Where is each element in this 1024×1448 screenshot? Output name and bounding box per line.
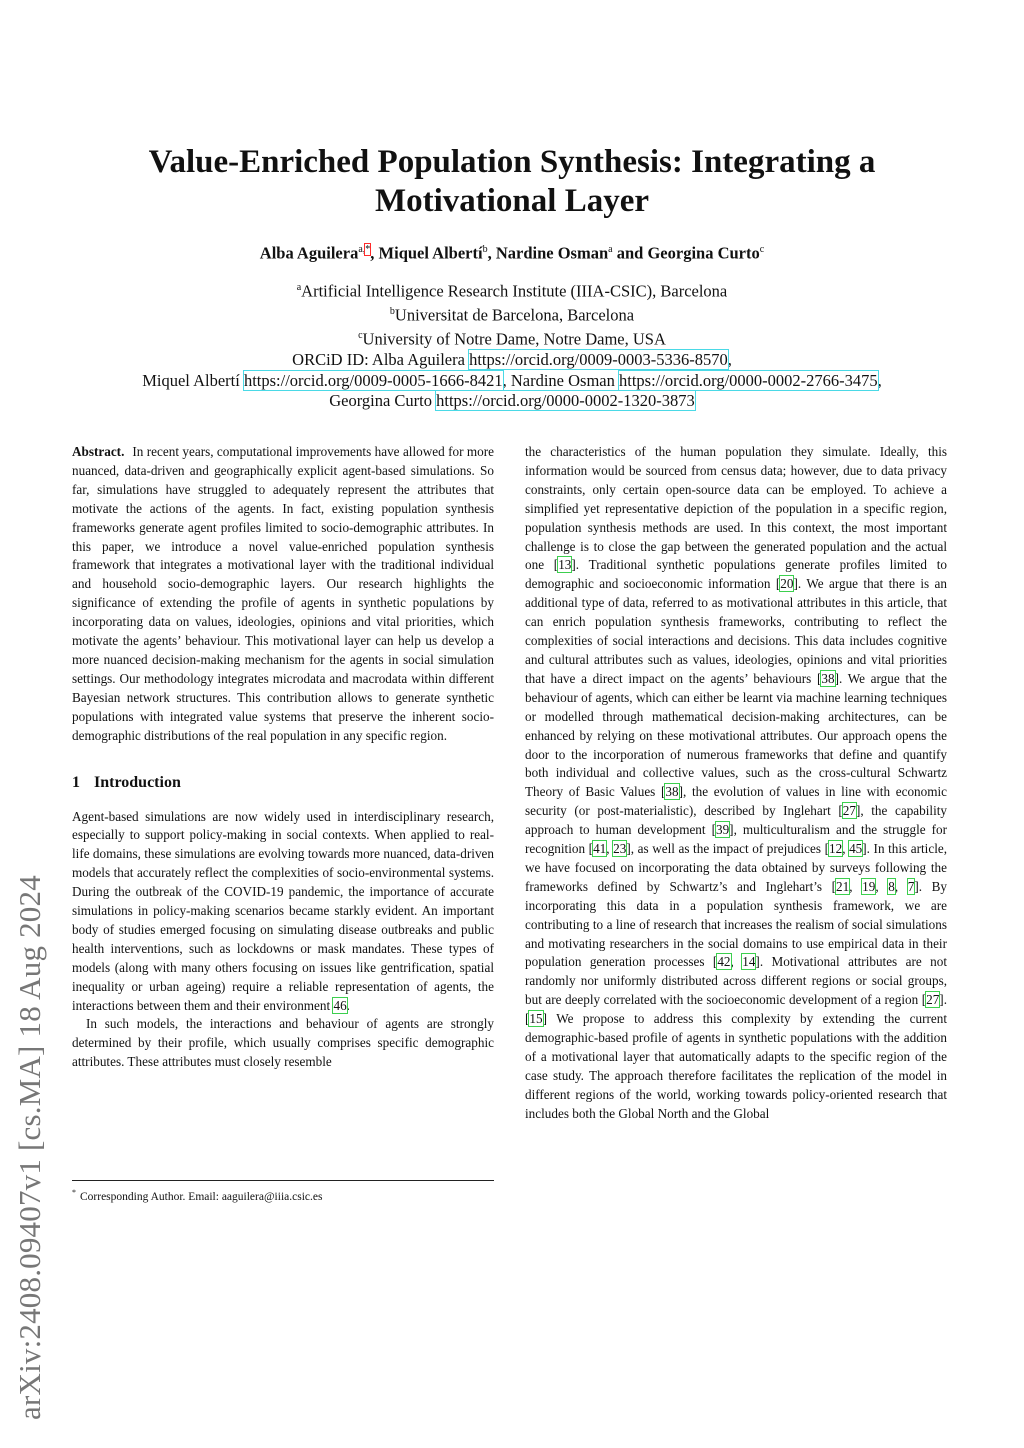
affiliations (60, 278, 964, 412)
citation-link[interactable]: 38 (821, 670, 835, 686)
citation-link[interactable]: 19 (862, 878, 876, 894)
orcid-link-alberti[interactable]: https://orcid.org/0009-0005-1666-8421 (243, 370, 503, 390)
citation-link[interactable]: 7 (907, 878, 915, 894)
orcid-link-osman[interactable]: https://orcid.org/0000-0002-2766-3475 (619, 370, 878, 390)
citation-link[interactable]: 45 (849, 841, 863, 857)
intro-paragraph-2: In such models, the interactions and behaviour of agents are strongly determined by their profile, which usually comprises specific demographic attributes. These attributes must closely resemble (72, 1016, 494, 1070)
citation-link[interactable]: 41 (593, 841, 607, 857)
paper-title (80, 143, 944, 221)
citation-link[interactable]: 21 (836, 878, 850, 894)
citation-link[interactable]: 8 (888, 878, 895, 894)
citation-link[interactable]: 23 (613, 841, 627, 857)
author-curto: Georgina Curto (647, 243, 760, 263)
orcid-line-2: Miquel Albertí https://orcid.org/0009-0005-1666-8421, Nardine Osman https://orcid.org/0000-0002-2766-3475, (142, 370, 882, 390)
citation-link[interactable]: 20 (780, 576, 794, 592)
citation-link[interactable]: 13 (558, 557, 572, 573)
citation-link[interactable]: 27 (842, 803, 856, 819)
title-line-2: Motivational Layer (374, 183, 650, 219)
arxiv-identifier-stamp: arXiv:2408.09407v1 [cs.MA] 18 Aug 2024 (12, 875, 47, 1420)
citation-link[interactable]: 42 (717, 954, 731, 970)
orcid-line-3: Georgina Curto https://orcid.org/0000-0002-1320-3873 (329, 391, 695, 410)
affiliation-c: $^c$University of Notre Dame, Notre Dame, USA (358, 329, 666, 349)
citation-link[interactable]: 39 (715, 822, 730, 838)
orcid-link-curto[interactable]: https://orcid.org/0000-0002-1320-3873 (436, 391, 695, 410)
footnote-divider (72, 1180, 494, 1181)
citation-link[interactable]: 27 (926, 992, 940, 1008)
author-alberti: Miquel Albertí (378, 243, 483, 263)
title-line-1: Value-Enriched Population Synthesis: Integrating a (148, 144, 876, 180)
intro-paragraph-3: the characteristics of the human population they simulate. Ideally, this information would be sourced from census data; however, due to data privacy constraints, only certain open-source data can be employed. To achieve a simplified yet representative depiction of the population in a specific region, population synthesis methods are used. In this context, the most important challenge is to close the gap between the generated population and the actual one [13]. Traditional synthetic populations generate profiles limited to demographic and socioeconomic information [20]. We argue that there is an additional type of data, referred to as motivational attributes in this article, that can enrich population synthesis frameworks, contributing to reflect the complexities of social interactions and decisions. This data includes cognitive and cultural attributes such as values, ideologies, opinions and vital priorities that have a direct impact on the agents’ behaviours [38]. We argue that the behaviour of agents, which can either be learnt via machine learning techniques or modelled through mathematical decision-making architectures, can be enhanced by relying on these motivational attributes. Our approach opens the door to the incorporation of numerous frameworks that define and quantify both individual and collective values, such as the cross-cultural Schwartz Theory of Basic Values [38], the evolution of values in line with economic security (or post-materialistic), described by Inglehart [27], the capability approach to human development [39], multiculturalism and the struggle for recognition [41, 23], as well as the impact of prejudices [12, 45]. In this article, we have focused on incorporating the data obtained by surveys following the frameworks defined by Schwartz’s and Inglehart’s [21, 19, 8, 7]. By incorporating this data in a population synthesis framework, we are contributing to a line of research that increases the realism of social simulations and motivating researchers in the social domains to use empirical data in their population generation processes [42, 14]. Motivational attributes are not randomly nor uniformly distributed across different regions or social groups, but are deeply correlated with the socioeconomic development of a region [27]. [15] We propose to address this complexity by extending the current demographic-based profile of agents in synthetic populations with the addition of a motivational layer that automatically adapts to the specific region of the case study. The approach therefore facilitates the replication of the model in different regions of the world, working towards policy-oriented research that includes both the Global North and the Global (525, 444, 948, 1121)
citation-link[interactable]: 12 (829, 841, 843, 857)
orcid-line-1: ORCiD ID: Alba Aguilera https://orcid.org/0009-0003-5336-8570, (292, 350, 732, 369)
abstract-heading: Abstract. (72, 444, 125, 459)
abstract (72, 443, 494, 746)
citation-link[interactable]: 38 (665, 784, 679, 800)
author-aguilera: Alba Aguilera (259, 243, 359, 263)
author-osman: Nardine Osman (495, 243, 609, 263)
citation-link[interactable]: 14 (742, 954, 756, 970)
right-column (525, 443, 947, 1124)
section-heading-introduction: 1 Introduction (72, 773, 181, 791)
left-column (72, 443, 494, 1072)
affiliation-b: $^b$Universitat de Barcelona, Barcelona (389, 305, 635, 325)
citation-link[interactable]: 15 (529, 1011, 543, 1027)
intro-paragraph-1: Agent-based simulations are now widely used in interdisciplinary research, especially to support policy-making in social contexts. When applied to real-life domains, these simulations are evolving towards more nuanced, data-driven models that accurately reflect the complexities of socio-environmental systems. During the outbreak of the COVID-19 pandemic, the importance of accurate simulations in policy-making scenarios became starkly evident. An important body of studies emerged focusing on simulating disease outbreaks and public health interventions, such as lockdowns or mask mandates. These types of models (along with many others focusing on issues like gentrification, spatial inequality or urban ageing) require a reliable representation of agents, the interactions between them and their environment 46. (72, 808, 494, 1013)
affiliation-a: $^a$Artificial Intelligence Research Institute (IIIA-CSIC), Barcelona (296, 281, 728, 301)
author-list: Alba Aguilera$^{a,*}$, Miquel Albertí$^b$, Nardine Osman$^a$ and Georgina Curto$^c$ (259, 243, 765, 263)
orcid-link-aguilera[interactable]: https://orcid.org/0009-0003-5336-8570 (469, 350, 728, 369)
abstract-text: In recent years, computational improvements have allowed for more nuanced, data-driven and geographically explicit agent-based simulations. So far, simulations have struggled to adequately represent the attributes that motivate the actions of the agents. In fact, existing population synthesis frameworks generate agent profiles limited to socio-demographic attributes. In this paper, we introduce a novel value-enriched population synthesis framework that integrates a motivational layer with the traditional individual and household socio-demographic layers. Our research highlights the significance of extending the profile of agents in synthetic populations by incorporating data on values, ideologies, opinions and vital priorities, which motivate the agents’ behaviour. This motivational layer can help us develop a more nuanced decision-making mechanism for the agents in social simulation settings. Our methodology integrates microdata and macrodata within different Bayesian network structures. This contribution allows to generate synthetic populations with integrated value systems that preserve the inherent socio-demographic distributions of the real population in any specific region. (72, 444, 494, 743)
footnote: * Corresponding Author. Email: aaguilera@iiia.csic.es (72, 1188, 323, 1203)
corresponding-author-link[interactable]: * (365, 244, 371, 255)
citation-link[interactable]: 46 (333, 997, 347, 1013)
